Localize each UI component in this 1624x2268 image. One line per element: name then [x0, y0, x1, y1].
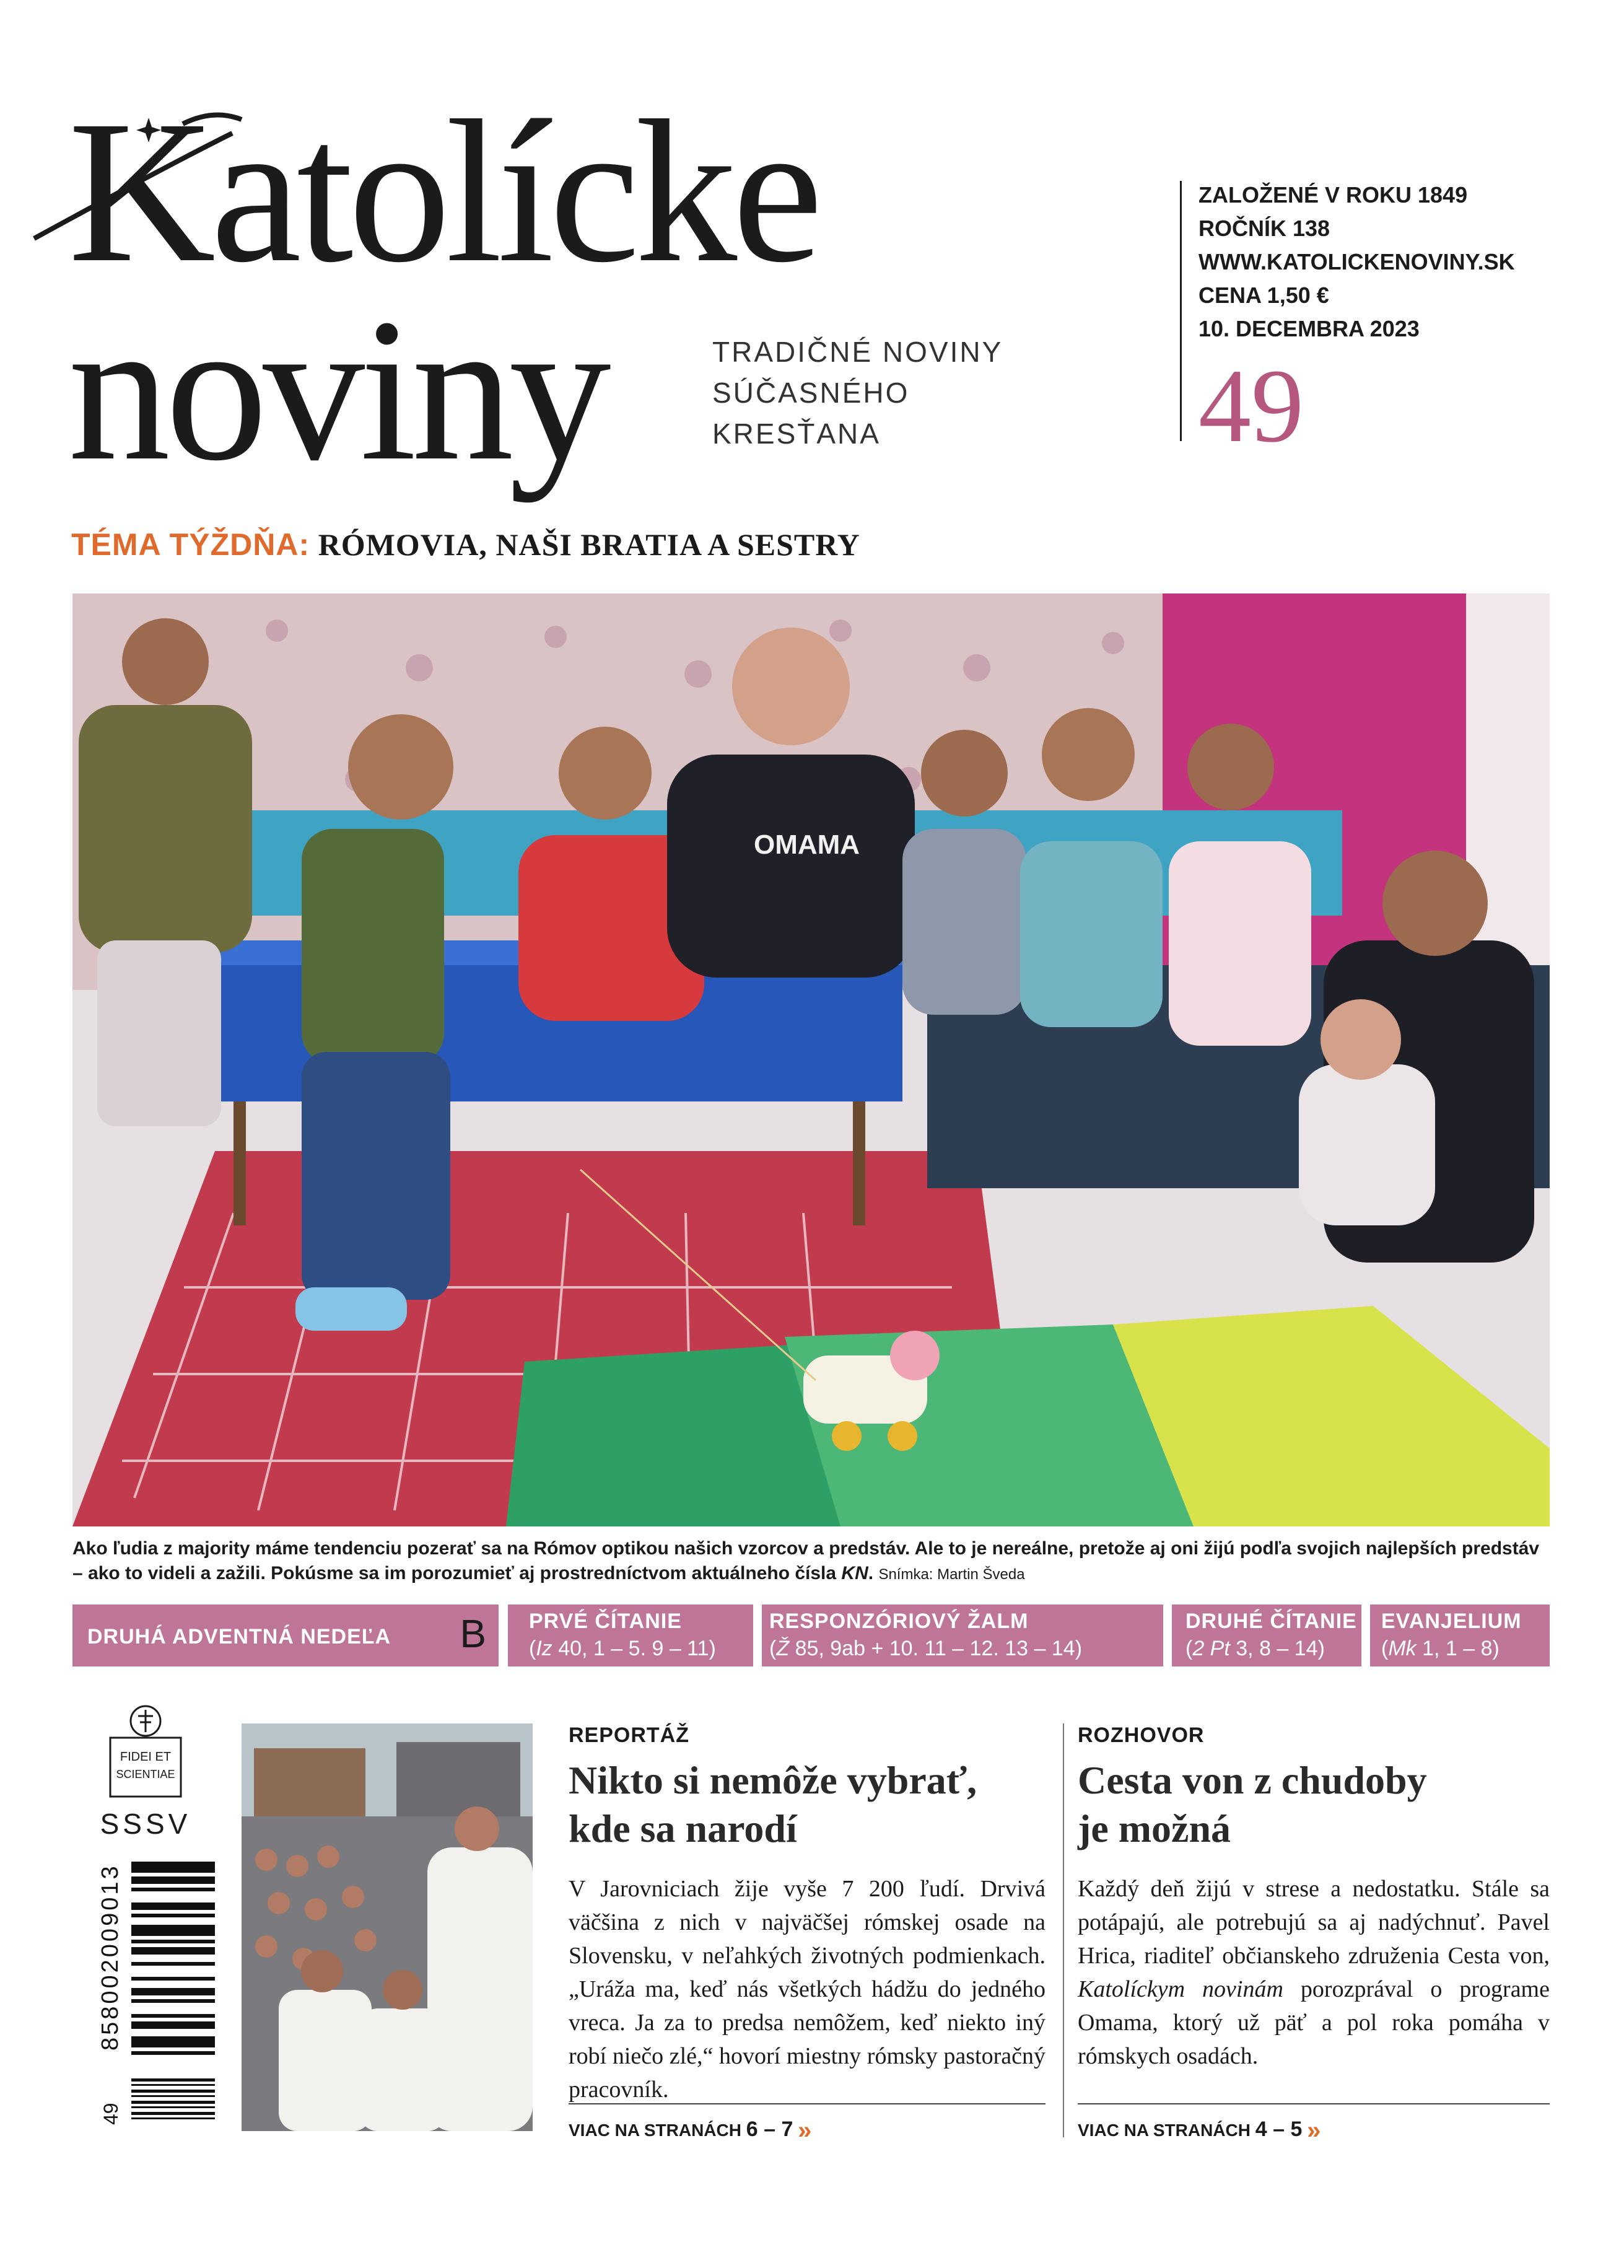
article-1-headline[interactable]	[569, 1756, 1039, 1853]
tagline-line: SÚČASNÉHO	[712, 377, 910, 409]
liturgy-cycle: B	[460, 1611, 486, 1656]
masthead-title-line2: noviny	[68, 277, 606, 503]
issue-number: 49	[1198, 348, 1304, 464]
tagline-line: TRADIČNÉ NOVINY	[712, 336, 1003, 368]
article-1-body: V Jarovniciach žije vyše 7 200 ľudí. Drvivá väčšina z nich v najväčšej rómskej osade na Slovensku, v neľahkých životných podmienkach. „Uráža ma, keď nás všetkých hádžu do jedného vreca. Ja za to predsa nemôžem, keď niekto iný robí niečo zlé,“ hovorí miestny rómsky pastoračný pracovník.	[569, 1876, 1046, 2103]
shirt-text: OMAMA	[754, 830, 860, 860]
reading-ref: (2 Pt 3, 8 – 14)	[1185, 1637, 1325, 1660]
reading-title: DRUHÉ ČÍTANIE	[1185, 1609, 1357, 1633]
caption-kn: KN	[841, 1563, 868, 1583]
liturgy-sunday: DRUHÁ ADVENTNÁ NEDEĽA	[87, 1625, 391, 1648]
headline-line: kde sa narodí	[569, 1806, 797, 1850]
article-2-more-link[interactable]: VIAC NA STRANÁCH 4 – 5 »	[1078, 2117, 1321, 2144]
liturgy-reading-2	[762, 1605, 1163, 1666]
article-1-section: REPORTÁŽ	[569, 1723, 689, 1747]
article-2-headline[interactable]	[1078, 1756, 1548, 1853]
publisher-seal	[99, 1704, 192, 1859]
caption-text: Ako ľudia z majority máme tendenciu pozerať sa na Rómov optikou našich vzorcov a predstáv. Ale to je nereálne, pretože aj oni žijú podľa svojich najlepších predstáv – ako to videli a zažili. Pokúsme sa im porozumieť aj prostredníctvom aktuálneho čísla	[72, 1538, 1540, 1583]
seal-motto-1: FIDEI ET	[120, 1750, 172, 1764]
barcode-addon: 49	[100, 2103, 122, 2125]
reading-title: RESPONZÓRIOVÝ ŽALM	[769, 1609, 1029, 1633]
masthead-title	[68, 79, 818, 503]
meta-divider	[1180, 181, 1182, 441]
headline-line: Cesta von z chudoby	[1078, 1758, 1427, 1802]
reading-ref: (Iz 40, 1 – 5. 9 – 11)	[529, 1637, 716, 1660]
seal-letters: SSSV	[100, 1808, 191, 1840]
reading-title: EVANJELIUM	[1381, 1609, 1522, 1633]
barcode	[94, 1862, 218, 2128]
date-line: 10. DECEMBRA 2023	[1198, 316, 1420, 341]
volume-line: ROČNÍK 138	[1198, 216, 1330, 241]
cover-photo-illustration	[72, 593, 1550, 1526]
founded-line: ZALOŽENÉ V ROKU 1849	[1198, 182, 1468, 208]
reading-ref: (Ž 85, 9ab + 10. 11 – 12. 13 – 14)	[769, 1637, 1083, 1660]
masthead-title-line1: Katolícke	[68, 79, 818, 305]
liturgy-sunday-cell	[72, 1605, 499, 1666]
theme-of-week	[71, 527, 860, 563]
seal-motto-2: SCIENTIAE	[116, 1768, 175, 1780]
theme-text: RÓMOVIA, NAŠI BRATIA A SESTRY	[318, 527, 860, 562]
barcode-digits: 858002009013	[97, 1863, 123, 2051]
article-2-rule	[1078, 2103, 1550, 2104]
column-divider	[1063, 1723, 1064, 2137]
article-1-pages: 6 – 7	[746, 2117, 793, 2141]
masthead-tagline	[712, 331, 1003, 454]
article-2-body: Každý deň žijú v strese a nedostatku. Stále sa potápajú, ale potrebujú sa aj nadýchnuť. Pavel Hrica, riaditeľ občianskeho združenia Cesta von, Katolíckym novinám porozprával o programe Omama, ktorý už päť a pol roka pomáha v rómskych osadách.	[1078, 1876, 1550, 2069]
article-1-more-link[interactable]: VIAC NA STRANÁCH 6 – 7 »	[569, 2117, 812, 2144]
article-2-section: ROZHOVOR	[1078, 1723, 1205, 1747]
headline-line: Nikto si nemôže vybrať,	[569, 1758, 977, 1802]
theme-label: TÉMA TÝŽDŇA:	[71, 527, 310, 562]
liturgy-reading-3	[1172, 1605, 1361, 1666]
article-2-pages: 4 – 5	[1255, 2117, 1303, 2141]
tagline-line: KRESŤANA	[712, 418, 881, 450]
chevron-right-icon: »	[1307, 2117, 1321, 2144]
article-2-body-em: Katolíckym novinám	[1078, 1976, 1283, 2002]
website-line[interactable]: WWW.KATOLICKENOVINY.SK	[1198, 249, 1515, 274]
report-photo	[242, 1723, 533, 2131]
price-line: CENA 1,50 €	[1198, 282, 1329, 308]
liturgy-reading-1	[508, 1605, 753, 1666]
article-1-rule	[569, 2103, 1046, 2104]
chevron-right-icon: »	[798, 2117, 812, 2144]
reading-title: PRVÉ ČÍTANIE	[529, 1609, 682, 1633]
liturgy-gospel	[1370, 1605, 1550, 1666]
issue-meta	[1198, 178, 1515, 346]
cover-photo-caption: Ako ľudia z majority máme tendenciu pozerať sa na Rómov optikou našich vzorcov a predstáv. Ale to je nereálne, pretože aj oni žijú podľa svojich najlepších predstáv – ako to videli a zažili. Pokúsme sa im porozumieť aj prostredníctvom aktuálneho čísla KN. Snímka: Martin Šveda	[72, 1538, 1540, 1583]
cover-photo	[72, 593, 1550, 1526]
headline-line: je možná	[1078, 1806, 1231, 1850]
reading-ref: (Mk 1, 1 – 8)	[1381, 1637, 1500, 1660]
photo-credit: Snímka: Martin Šveda	[878, 1566, 1025, 1583]
